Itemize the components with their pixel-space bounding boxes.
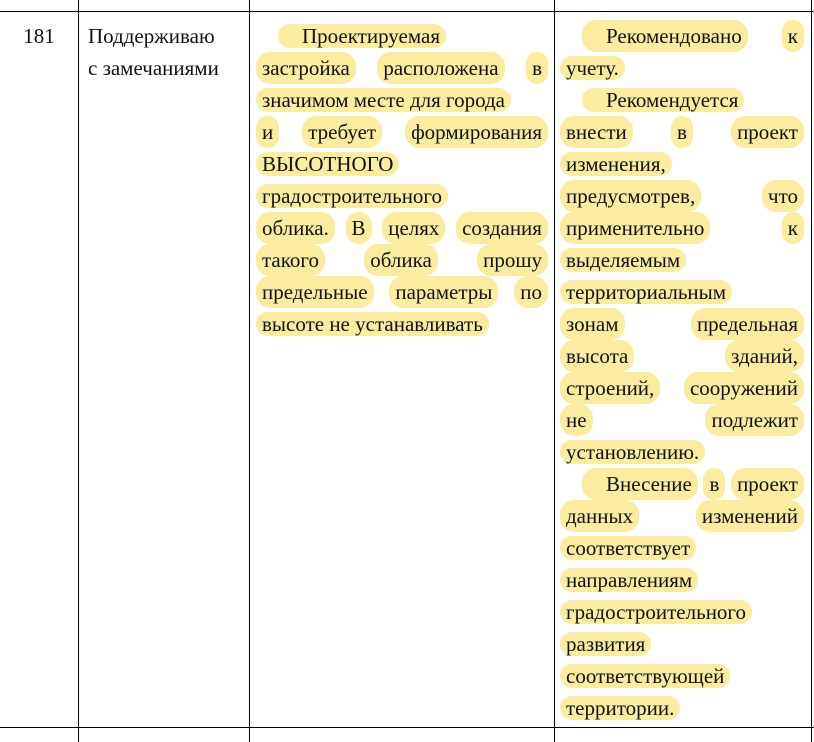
highlighted-word: зданий,	[725, 340, 804, 372]
text-line	[256, 180, 548, 212]
highlighted-word: предельные	[256, 276, 374, 308]
highlighted-word: формирования	[405, 116, 548, 148]
highlighted-word: данных	[560, 500, 639, 532]
position-line: с замечаниями	[88, 56, 219, 80]
text-line	[560, 372, 804, 404]
text-line	[560, 180, 804, 212]
highlighted-word: такого	[256, 244, 325, 276]
text-line	[560, 276, 804, 308]
highlighted-word: Рекомендовано	[582, 20, 748, 52]
highlighted-word: подлежит	[705, 404, 804, 436]
text-line	[256, 84, 548, 116]
table-top-rule	[0, 11, 814, 12]
highlighted-word: и	[256, 116, 279, 148]
position-line: Поддерживаю	[88, 24, 215, 48]
highlighted-word: значимом месте для города	[256, 88, 511, 112]
highlighted-word: облика.	[256, 212, 335, 244]
highlighted-word: высоте не устанавливать	[256, 312, 489, 336]
highlighted-word: предусмотрев,	[560, 180, 701, 212]
highlighted-word: выделяемым	[560, 248, 686, 272]
highlighted-word: проект	[731, 116, 804, 148]
highlighted-word: Проектируемая	[278, 24, 446, 48]
highlighted-word: целях	[382, 212, 445, 244]
highlighted-word: в	[671, 116, 693, 148]
highlighted-word: В	[346, 212, 372, 244]
highlighted-word: высота	[560, 340, 634, 372]
text-line	[256, 52, 548, 84]
text-line	[560, 468, 804, 500]
text-line	[560, 692, 804, 724]
highlighted-word: соответствует	[560, 536, 696, 560]
text-line	[560, 340, 804, 372]
highlighted-word: расположена	[377, 52, 504, 84]
row-number-cell	[0, 20, 78, 52]
text-line	[560, 404, 804, 436]
text-line	[560, 564, 804, 596]
highlighted-word: сооружений	[684, 372, 804, 404]
highlighted-word: что	[762, 180, 804, 212]
text-line	[560, 52, 804, 84]
highlighted-word: внести	[560, 116, 633, 148]
text-line	[256, 20, 548, 52]
highlighted-word: строений,	[560, 372, 660, 404]
highlighted-word: создания	[456, 212, 548, 244]
text-line	[560, 596, 804, 628]
highlighted-word: к	[782, 20, 804, 52]
text-line	[560, 84, 804, 116]
text-line	[560, 532, 804, 564]
highlighted-word: учету.	[560, 56, 625, 80]
highlighted-word: градостроительного	[256, 184, 448, 208]
text-line	[256, 148, 548, 180]
highlighted-word: предельная	[691, 308, 804, 340]
highlighted-word: градостроительного	[560, 600, 752, 624]
highlighted-word: изменений	[696, 500, 804, 532]
highlighted-word: территории.	[560, 696, 680, 720]
text-line	[560, 20, 804, 52]
text-line	[256, 212, 548, 244]
highlighted-word: к	[782, 212, 804, 244]
text-line	[256, 116, 548, 148]
highlighted-word: в	[526, 52, 548, 84]
text-line	[256, 308, 548, 340]
text-line	[560, 500, 804, 532]
table-bottom-rule	[0, 727, 814, 728]
text-line	[560, 660, 804, 692]
text-line	[560, 212, 804, 244]
highlighted-word: не	[560, 404, 593, 436]
highlighted-word: в	[703, 468, 725, 500]
highlighted-word: ВЫСОТНОГО	[256, 152, 399, 176]
highlighted-word: изменения,	[560, 152, 672, 176]
highlighted-word: зонам	[560, 308, 625, 340]
col-divider-2	[249, 0, 250, 742]
col-divider-3	[554, 0, 555, 742]
text-line	[560, 244, 804, 276]
highlighted-word: применительно	[560, 212, 710, 244]
highlighted-word: соответствующей	[560, 664, 730, 688]
highlighted-word: развития	[560, 632, 651, 656]
text-line	[256, 276, 548, 308]
text-line	[560, 308, 804, 340]
highlighted-word: требует	[302, 116, 382, 148]
text-line	[560, 628, 804, 660]
text-line	[560, 116, 804, 148]
position-cell	[88, 20, 248, 84]
highlighted-word: Внесение	[582, 468, 698, 500]
highlighted-word: установлению.	[560, 440, 705, 464]
highlighted-word: проект	[731, 468, 804, 500]
col-divider-1	[78, 0, 79, 742]
highlighted-word: прошу	[477, 244, 548, 276]
highlighted-word: территориальным	[560, 280, 732, 304]
highlighted-word: Рекомендуется	[582, 88, 744, 112]
highlighted-word: по	[514, 276, 548, 308]
text-line	[560, 436, 804, 468]
highlighted-word: застройка	[256, 52, 356, 84]
highlighted-word: облика	[364, 244, 438, 276]
text-line	[256, 244, 548, 276]
highlighted-word: направлениям	[560, 568, 698, 592]
row-number: 181	[23, 24, 55, 48]
highlighted-word: параметры	[389, 276, 498, 308]
text-line	[560, 148, 804, 180]
col-divider-4	[811, 0, 812, 742]
